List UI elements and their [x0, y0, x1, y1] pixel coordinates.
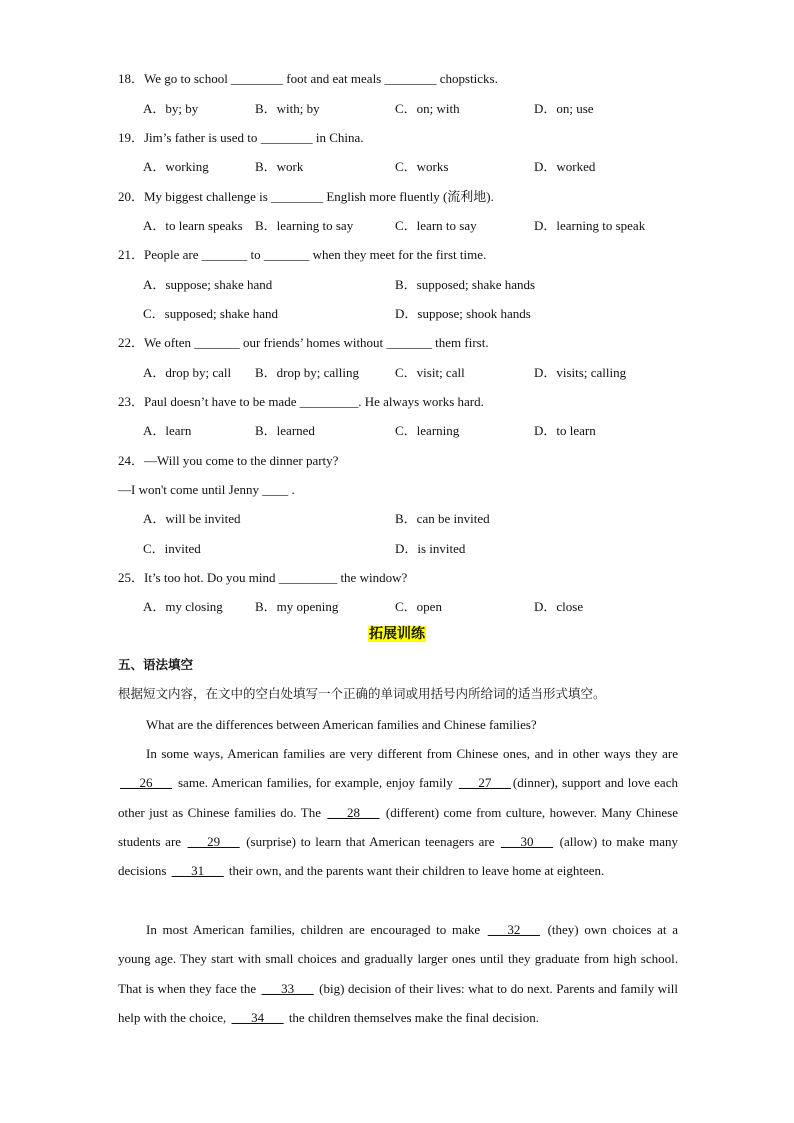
question-20-option-b[interactable]: B．learning to say	[255, 218, 354, 233]
section-title: 五、语法填空	[118, 657, 194, 672]
question-21-option-c[interactable]: C．supposed; shake hand	[143, 306, 279, 321]
p2-text-1: In most American families, children are encouraged to make	[146, 922, 486, 937]
question-19-option-b[interactable]: B．work	[255, 159, 304, 174]
question-21-stem: 21．People are _______ to _______ when they meet for the first time.	[118, 247, 487, 262]
question-18-option-a[interactable]: A．by; by	[143, 101, 199, 116]
question-21-option-a[interactable]: A．suppose; shake hand	[143, 277, 273, 292]
question-20-stem: 20．My biggest challenge is ________ English more fluently (流利地).	[118, 189, 494, 204]
p1-text-4: (different) come from culture, however. Many Chinese students are	[118, 804, 678, 849]
question-21-option-d[interactable]: D．suppose; shook hands	[395, 306, 531, 321]
question-23-option-b[interactable]: B．learned	[255, 423, 315, 438]
blank-34[interactable]: ___34___	[231, 1009, 284, 1025]
question-24-option-b[interactable]: B．can be invited	[395, 511, 490, 526]
p2-text-4: the children themselves make the final decision.	[285, 1009, 539, 1025]
question-22-option-c[interactable]: C．visit; call	[395, 365, 465, 380]
blank-27[interactable]: ___27___	[458, 775, 511, 791]
p1-text-5: (surprise) to learn that American teenagers are	[241, 833, 500, 849]
question-23-option-d[interactable]: D．to learn	[534, 423, 596, 438]
p1-text-2: same. American families, for example, enjoy family	[174, 775, 457, 791]
question-22-option-a[interactable]: A．drop by; call	[143, 365, 232, 380]
question-23-stem: 23．Paul doesn’t have to be made _________. He always works hard.	[118, 394, 484, 409]
blank-26[interactable]: ___26___	[120, 775, 172, 791]
question-25-option-b[interactable]: B．my opening	[255, 599, 339, 614]
p2-text-3: (big) decision of their lives: what to do next. Parents and family will help with the choice,	[118, 980, 678, 1025]
extension-training-heading	[0, 627, 794, 641]
question-20-option-d[interactable]: D．learning to speak	[534, 218, 646, 233]
question-22-option-d[interactable]: D．visits; calling	[534, 365, 627, 380]
heading-text: 拓展训练	[369, 626, 425, 642]
p1-text-1: In some ways, American families are very different from Chinese ones, and in other ways they are	[146, 746, 678, 761]
question-22-stem: 22．We often _______ our friends’ homes without _______ them first.	[118, 335, 489, 350]
question-18-option-c[interactable]: C．on; with	[395, 101, 460, 116]
passage-paragraph-1	[118, 739, 678, 885]
question-24-reply: —I won't come until Jenny ____ .	[118, 482, 295, 497]
question-21-option-b[interactable]: B．supposed; shake hands	[395, 277, 536, 292]
question-25-option-d[interactable]: D．close	[534, 599, 584, 614]
question-19-option-d[interactable]: D．worked	[534, 159, 596, 174]
question-18-option-d[interactable]: D．on; use	[534, 101, 594, 116]
passage-paragraph-2	[118, 915, 678, 1032]
question-19-option-a[interactable]: A．working	[143, 159, 209, 174]
question-18-option-b[interactable]: B．with; by	[255, 101, 320, 116]
blank-32[interactable]: ___32___	[487, 922, 540, 937]
question-25-stem: 25．It’s too hot. Do you mind _________ the window?	[118, 570, 408, 585]
question-25-option-c[interactable]: C．open	[395, 599, 442, 614]
question-23-option-a[interactable]: A．learn	[143, 423, 192, 438]
p2-text-2: (they) own choices at a young age. They start with small choices and gradually larger ones until they graduate from high school. That is when they face the	[118, 922, 679, 996]
question-18-stem: 18．We go to school ________ foot and eat meals ________ chopsticks.	[118, 71, 498, 86]
blank-30[interactable]: ___30___	[501, 833, 554, 849]
blank-29[interactable]: ___29___	[187, 833, 240, 849]
p1-text-3: (dinner), support and love each other just as Chinese families do. The	[118, 775, 678, 820]
question-24-option-a[interactable]: A．will be invited	[143, 511, 241, 526]
blank-33[interactable]: ___33___	[261, 980, 314, 996]
question-22-option-b[interactable]: B．drop by; calling	[255, 365, 359, 380]
p1-text-6: (allow) to make many decisions	[118, 833, 679, 879]
question-24-option-d[interactable]: D．is invited	[395, 541, 466, 556]
instruction-text: 根据短文内容，在文中的空白处填写一个正确的单词或用括号内所给词的适当形式填空。	[118, 686, 606, 701]
question-25-option-a[interactable]: A．my closing	[143, 599, 223, 614]
passage-intro: What are the differences between American families and Chinese families?	[146, 717, 537, 732]
question-24-option-c[interactable]: C．invited	[143, 541, 201, 556]
question-20-option-c[interactable]: C．learn to say	[395, 218, 477, 233]
blank-31[interactable]: ___31___	[171, 863, 224, 879]
question-19-option-c[interactable]: C．works	[395, 159, 449, 174]
question-23-option-c[interactable]: C．learning	[395, 423, 460, 438]
blank-28[interactable]: ___28___	[327, 804, 380, 820]
question-24-stem: 24．—Will you come to the dinner party?	[118, 453, 339, 468]
p1-text-7: their own, and the parents want their children to leave home at eighteen.	[225, 863, 605, 879]
question-20-option-a[interactable]: A．to learn speaks	[143, 218, 243, 233]
question-19-stem: 19．Jim’s father is used to ________ in China.	[118, 130, 364, 145]
